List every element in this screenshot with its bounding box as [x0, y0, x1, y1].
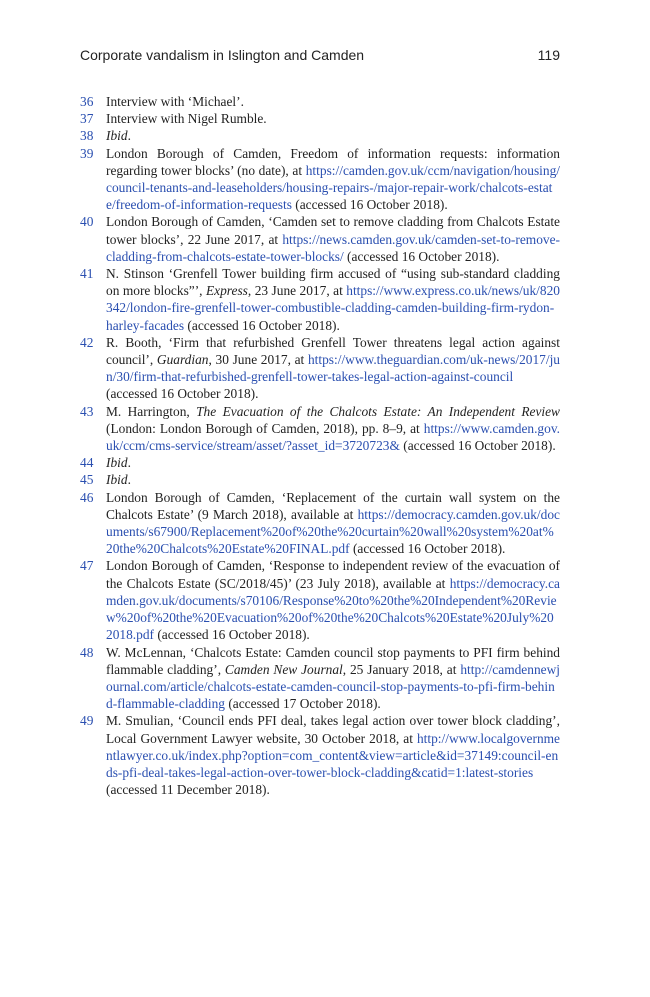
note-text-segment: London Borough of Camden, ‘Replacement of the curtain wall system on the Chalcots Estate’ (9 March 2018), available at [106, 489, 560, 522]
page-number: 119 [537, 47, 560, 63]
endnote-41 [80, 265, 560, 334]
note-text-segment: M. Smulian, ‘Council ends PFI deal, takes legal action over tower block cladding’, Local Government Lawyer website, 30 October 2018, at [106, 713, 560, 746]
endnote-text [106, 110, 560, 127]
endnote-38 [80, 127, 560, 144]
note-text-segment: London Borough of Camden, ‘Response to independent review of the evacuation of the Chalcots Estate (SC/2018/45)’ (23 July 2018), available at [106, 558, 560, 591]
endnote-number[interactable]: 45 [80, 472, 94, 488]
endnote-43 [80, 403, 560, 455]
note-text-segment: (accessed 11 December 2018). [106, 782, 270, 798]
endnote-number[interactable]: 37 [80, 111, 94, 127]
note-text-segment: . [127, 455, 131, 471]
endnote-link[interactable]: https://news.camden.gov.uk/camden-set-to-remove-cladding-from-chalcots-estate-tower-blocks/ [106, 231, 560, 264]
endnote-link[interactable]: https://democracy.camden.gov.uk/documents/s70106/Response%20to%20the%20Independent%20Review%20of%20the%20Evacuation%20of%20the%20Chalcots%20Estate%20July%202018.pdf [106, 575, 560, 643]
endnote-number[interactable]: 40 [80, 214, 94, 230]
endnote-number[interactable]: 42 [80, 334, 94, 350]
italic-text: Express [205, 283, 248, 299]
note-text-segment: . [127, 128, 131, 144]
endnote-49 [80, 712, 560, 798]
endnote-text [106, 145, 560, 214]
endnote-text [106, 213, 560, 265]
note-text-segment: Interview with Nigel Rumble. [106, 111, 267, 127]
note-text-segment: (accessed 16 October 2018). [153, 627, 310, 643]
endnote-link[interactable]: http://www.localgovernmentlawyer.co.uk/index.php?option=com_content&view=article&id=37149:council-ends-pfi-deal-takes-legal-action-over-tower-block-cladding&catid=1:latest-stories [106, 730, 560, 780]
endnote-text [106, 471, 560, 488]
running-header [80, 47, 560, 69]
note-text-segment: (accessed 16 October 2018). [106, 386, 259, 402]
italic-text: Camden New Journal [224, 661, 343, 677]
note-text-segment: London Borough of Camden, Freedom of information requests: information regarding tower blocks’ (no date), at [106, 145, 560, 178]
endnote-42 [80, 334, 560, 403]
endnote-link[interactable]: http://camdennewjournal.com/article/chalcots-estate-camden-council-stop-payments-to-pfi-firm-behind-flammable-cladding [106, 661, 560, 712]
endnote-39 [80, 145, 560, 214]
note-text-segment: N. Stinson ‘Grenfell Tower building firm accused of “using sub-standard cladding on more blocks”’, [106, 266, 560, 299]
endnotes-list [80, 93, 560, 798]
note-text-segment: (accessed 16 October 2018). [184, 317, 340, 333]
endnote-text [106, 127, 560, 144]
endnote-number[interactable]: 41 [80, 266, 94, 282]
endnote-number[interactable]: 49 [80, 713, 94, 729]
endnote-text [106, 265, 560, 334]
endnote-number[interactable]: 47 [80, 558, 94, 574]
endnote-number[interactable]: 38 [80, 128, 94, 144]
endnote-text [106, 644, 560, 713]
italic-text: Guardian [156, 352, 209, 368]
note-text-segment: (accessed 16 October 2018). [291, 197, 448, 213]
endnote-text [106, 712, 560, 798]
endnote-45 [80, 471, 560, 488]
endnote-number[interactable]: 46 [80, 489, 94, 505]
endnote-text [106, 454, 560, 471]
note-text-segment: , 23 June 2017, at [247, 283, 347, 299]
endnote-number[interactable]: 48 [80, 644, 94, 660]
note-text-segment: (accessed 16 October 2018). [343, 248, 500, 264]
note-text-segment: (accessed 16 October 2018). [349, 541, 506, 557]
endnote-40 [80, 213, 560, 265]
endnote-46 [80, 489, 560, 558]
endnote-48 [80, 644, 560, 713]
endnote-link[interactable]: https://www.express.co.uk/news/uk/820342/london-fire-grenfell-tower-combustible-cladding-camden-building-firm-rydon-harley-facades [106, 283, 560, 333]
note-text-segment: (London: London Borough of Camden, 2018), pp. 8–9, at [106, 420, 424, 436]
endnote-47 [80, 557, 560, 643]
endnote-number[interactable]: 36 [80, 94, 94, 109]
running-title: Corporate vandalism in Islington and Camden [80, 47, 365, 63]
endnote-number[interactable]: 44 [80, 455, 94, 471]
endnote-link[interactable]: https://www.theguardian.com/uk-news/2017/jun/30/firm-that-refurbished-grenfell-tower-takes-legal-action-against-council [106, 352, 560, 385]
endnote-number[interactable]: 43 [80, 403, 94, 419]
endnote-text [106, 334, 560, 403]
endnote-number[interactable]: 39 [80, 145, 94, 161]
note-text-segment: R. Booth, ‘Firm that refurbished Grenfell Tower threatens legal action against council’, [106, 334, 560, 368]
endnote-text [106, 557, 560, 643]
note-text-segment: . [127, 472, 131, 488]
note-text-segment: Interview with ‘Michael’. [106, 94, 244, 109]
endnote-link[interactable]: https://camden.gov.uk/ccm/navigation/housing/council-tenants-and-leaseholders/housing-repairs-/major-repair-work/chalcots-estate/freedom-of-information-requests [106, 162, 560, 213]
italic-text: The Evacuation of the Chalcots Estate: An Independent Review [196, 403, 560, 419]
endnote-text [106, 403, 560, 455]
note-text-segment: M. Harrington, [106, 403, 197, 419]
endnote-text [106, 93, 560, 110]
note-text-segment: (accessed 16 October 2018). [399, 438, 556, 454]
italic-text: Ibid [106, 128, 128, 144]
italic-text: Ibid [106, 472, 128, 488]
italic-text: Ibid [106, 455, 128, 471]
note-text-segment: London Borough of Camden, ‘Camden set to remove cladding from Chalcots Estate tower blocks’, 22 June 2017, at [106, 214, 560, 247]
note-text-segment: , 25 January 2018, at [342, 661, 461, 677]
note-text-segment: W. McLennan, ‘Chalcots Estate: Camden council stop payments to PFI firm behind flammable cladding’, [106, 644, 560, 677]
note-text-segment: (accessed 17 October 2018). [224, 696, 381, 712]
endnote-37 [80, 110, 560, 127]
endnote-text [106, 489, 560, 558]
note-text-segment: , 30 June 2017, at [208, 352, 308, 368]
endnote-link[interactable]: https://democracy.camden.gov.uk/documents/s67900/Replacement%20of%20the%20curtain%20wall%20system%20at%20the%20Chalcots%20Estate%20FINAL.pdf [106, 506, 560, 557]
endnote-36 [80, 93, 560, 110]
endnote-link[interactable]: https://www.camden.gov.uk/ccm/cms-service/stream/asset/?asset_id=3720723& [106, 420, 560, 454]
endnote-44 [80, 454, 560, 471]
